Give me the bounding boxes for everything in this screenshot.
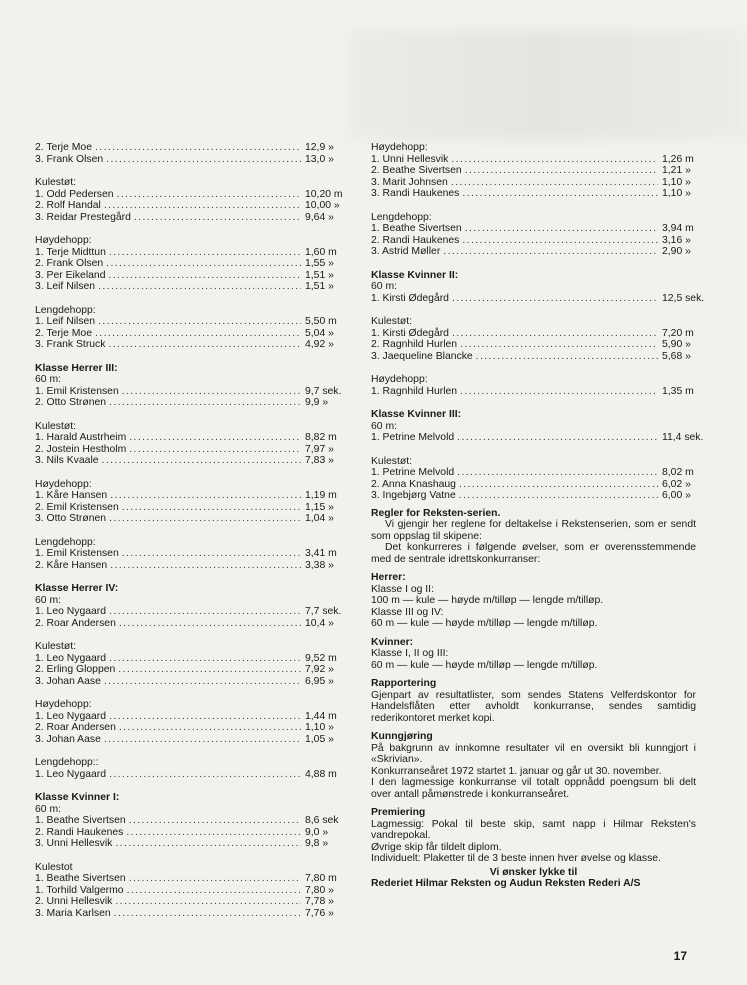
left-results-column	[35, 142, 349, 919]
dot-leader	[462, 235, 658, 247]
result-row	[371, 467, 696, 479]
athlete-name: 1. Harald Austrheim	[35, 432, 127, 443]
result-row	[371, 351, 696, 363]
event-label: Lengdehopp:	[371, 211, 432, 223]
result-section	[35, 537, 349, 572]
result-value: 3,38 »	[305, 559, 334, 571]
result-value: 6,95 »	[305, 675, 334, 687]
result-value: 10,00 »	[305, 200, 340, 211]
athlete-name: 1. Petrine Melvold	[371, 432, 455, 443]
result-row	[371, 177, 696, 189]
result-row	[35, 769, 349, 781]
event-label: Lengdehopp:	[35, 304, 96, 316]
athlete-name: 1. Emil Kristensen	[35, 548, 119, 559]
dot-leader	[115, 896, 301, 908]
result-value: 7,97 »	[305, 443, 334, 455]
result-value: 1,44 m	[305, 710, 337, 722]
athlete-name: 2. Kåre Hansen	[35, 559, 108, 571]
result-section	[35, 757, 349, 780]
result-row	[35, 444, 349, 456]
result-value: 7,83 »	[305, 455, 334, 466]
dot-leader	[106, 258, 301, 270]
athlete-name: 1. Odd Pedersen	[35, 188, 114, 200]
dot-leader	[122, 502, 301, 514]
class-heading: Klasse Kvinner I:	[35, 792, 120, 803]
result-value: 13,0 »	[305, 153, 334, 165]
result-row	[35, 270, 349, 282]
result-row	[371, 154, 696, 166]
result-value: 5,50 m	[305, 316, 337, 327]
event-label: Høydehopp:	[371, 142, 428, 153]
result-section	[35, 235, 349, 293]
result-value: 9,64 »	[305, 211, 334, 223]
event-label: Kulestøt:	[35, 177, 76, 188]
result-value: 9,7 sek.	[305, 385, 342, 397]
athlete-name: 3. Jaequeline Blancke	[371, 350, 473, 362]
result-section	[371, 456, 696, 502]
class-heading: Klasse Kvinner II:	[371, 269, 459, 281]
dot-leader	[98, 316, 301, 328]
rapportering-heading: Rapportering	[371, 678, 437, 689]
athlete-name: 2. Anna Knashaug	[371, 478, 456, 490]
athlete-name: 3. Reidar Prestegård	[35, 211, 131, 223]
result-row	[35, 722, 349, 734]
event-label: Høydehopp:	[35, 235, 92, 246]
dot-leader	[118, 664, 301, 676]
result-section	[371, 374, 696, 397]
event-label: Høydehopp:	[35, 699, 92, 710]
result-row	[35, 815, 349, 827]
dot-leader	[122, 386, 301, 398]
athlete-name: 2. Otto Strønen	[35, 397, 107, 408]
class-heading: Klasse Herrer IV:	[35, 583, 119, 594]
result-row	[35, 513, 349, 525]
result-value: 7,20 m	[662, 327, 694, 339]
closing-greeting: Vi ønsker lykke til	[489, 866, 578, 878]
athlete-name: 3. Unni Hellesvik	[35, 838, 113, 849]
athlete-name: 3. Ingebjørg Vatne	[371, 490, 456, 501]
event-label: Lengdehopp:	[35, 536, 96, 548]
athlete-name: 3. Randi Haukenes	[371, 188, 460, 199]
dot-leader	[95, 142, 301, 154]
dot-leader	[109, 711, 301, 723]
kunngjoring-text-3: I den lagmessige konkurranse vil totalt oppnådd poengsum bli delt over antall påmønstrede i konkurranseåret.	[371, 777, 696, 800]
result-row	[35, 455, 349, 467]
result-value: 1,51 »	[305, 281, 334, 292]
result-row	[371, 432, 704, 444]
athlete-name: 1. Leif Nilsen	[35, 316, 96, 327]
event-label: Høydehopp:	[371, 374, 428, 385]
dot-leader	[104, 734, 301, 746]
athlete-name: 2. Terje Moe	[35, 327, 92, 339]
dot-leader	[109, 247, 301, 259]
athlete-name: 1. Kåre Hansen	[35, 490, 108, 501]
dot-leader	[119, 722, 301, 734]
result-row	[35, 200, 349, 212]
dot-leader	[134, 212, 301, 224]
dot-leader	[460, 386, 658, 398]
result-row	[35, 386, 349, 398]
athlete-name: 2. Beathe Sivertsen	[371, 165, 462, 176]
rapportering-text: Gjenpart av resultatlister, som sendes Statens Velferdskontor for Handelsflåten etter avholdt konkurranse, sendes samtidig rederikontoret merket kopi.	[371, 689, 696, 724]
result-row	[371, 328, 696, 340]
result-value: 8,82 m	[305, 432, 337, 443]
premiering-text-2: Øvrige skip får tildelt diplom.	[371, 841, 502, 853]
result-section	[371, 316, 696, 362]
athlete-name: 3. Frank Struck	[35, 339, 106, 350]
result-row	[35, 189, 349, 201]
athlete-name: 2. Ragnhild Hurlen	[371, 339, 458, 350]
result-value: 8,6 sek	[305, 815, 339, 826]
result-section	[35, 421, 349, 467]
result-value: 9,9 »	[305, 397, 329, 408]
result-row	[35, 653, 349, 665]
result-row	[35, 618, 349, 630]
result-row	[35, 827, 349, 839]
result-row	[35, 560, 349, 572]
dot-leader	[452, 293, 658, 305]
result-value: 12,9 »	[305, 142, 334, 153]
right-results-column	[371, 142, 705, 890]
dot-leader	[110, 490, 301, 502]
result-row	[35, 896, 349, 908]
result-value: 9,52 m	[305, 652, 337, 664]
result-value: 9,8 »	[305, 838, 329, 849]
dot-leader	[451, 154, 658, 166]
result-value: 6,00 »	[662, 490, 691, 501]
athlete-name: 2. Roar Andersen	[35, 722, 116, 733]
rules-intro-1: Vi gjengir her reglene for deltakelse i Rekstenserien, som er sendt som oppslag til skipene:	[371, 519, 696, 542]
result-row	[35, 606, 349, 618]
athlete-name: 1. Kirsti Ødegård	[371, 327, 449, 339]
dot-leader	[451, 177, 658, 189]
result-value: 1,10 »	[305, 722, 334, 733]
dot-leader	[98, 281, 301, 293]
event-label: Kulestøt:	[35, 420, 76, 432]
event-label: 60 m:	[371, 281, 397, 292]
result-value: 1,19 m	[305, 490, 337, 501]
result-row	[35, 838, 349, 850]
result-value: 9,0 »	[305, 826, 329, 838]
event-label: Kulestøt:	[371, 455, 412, 467]
result-value: 1,10 »	[662, 176, 691, 188]
result-value: 3,16 »	[662, 234, 691, 246]
result-section	[371, 269, 705, 305]
event-label: Lengdehopp::	[35, 757, 99, 768]
dot-leader	[109, 606, 301, 618]
result-section	[35, 583, 349, 629]
result-value: 7,80 »	[305, 884, 334, 896]
result-value: 1,55 »	[305, 258, 334, 269]
result-value: 5,90 »	[662, 339, 691, 350]
result-value: 1,10 »	[662, 188, 691, 199]
result-row	[35, 676, 349, 688]
result-row	[371, 386, 696, 398]
dot-leader	[119, 618, 301, 630]
dot-leader	[129, 815, 301, 827]
result-value: 3,41 m	[305, 548, 337, 559]
athlete-name: 1. Petrine Melvold	[371, 467, 455, 478]
rules-intro-2: Det konkurreres i følgende øvelser, som er overensstemmende med de sentrale idrettskonkurranser:	[371, 542, 696, 565]
dot-leader	[102, 455, 301, 467]
result-value: 10,20 m	[305, 188, 343, 200]
kvinner-line: Klasse I, II og III:	[371, 648, 449, 659]
athlete-name: 2. Rolf Handal	[35, 200, 101, 211]
herrer-heading: Herrer:	[371, 572, 406, 583]
result-section	[371, 409, 704, 444]
athlete-name: 3. Per Eikeland	[35, 269, 106, 281]
result-row	[35, 258, 349, 270]
rules-title: Regler for Reksten-serien.	[371, 507, 501, 519]
athlete-name: 2. Unni Hellesvik	[35, 896, 113, 907]
athlete-name: 2. Jostein Hestholm	[35, 443, 127, 455]
athlete-name: 3. Johan Aase	[35, 675, 101, 687]
result-section	[35, 792, 349, 850]
kunngjoring-text-2: Konkurranseåret 1972 startet 1. januar og går ut 30. november.	[371, 765, 662, 777]
herrer-line: 60 m — kule — høyde m/tilløp — lengde m/tilløp.	[371, 618, 598, 629]
result-row	[371, 235, 696, 247]
result-row	[371, 246, 696, 258]
result-value: 7,92 »	[305, 664, 334, 675]
dot-leader	[452, 328, 658, 340]
event-label: Kulestøt:	[35, 641, 76, 652]
dot-leader	[462, 188, 658, 200]
athlete-name: 1. Leo Nygaard	[35, 606, 107, 617]
athlete-name: 2. Frank Olsen	[35, 258, 104, 269]
result-row	[371, 188, 696, 200]
dot-leader	[126, 827, 301, 839]
athlete-name: 3. Johan Aase	[35, 733, 101, 745]
result-section	[35, 641, 349, 687]
result-row	[371, 479, 696, 491]
result-row	[35, 711, 349, 723]
herrer-line: Klasse I og II:	[371, 583, 434, 595]
result-section	[35, 177, 349, 223]
result-row	[371, 339, 696, 351]
event-label: Kulestøt:	[371, 316, 412, 327]
athlete-name: 3. Frank Olsen	[35, 153, 104, 165]
athlete-name: 1. Unni Hellesvik	[371, 153, 449, 165]
result-value: 7,80 m	[305, 873, 337, 884]
premiering-text-1: Lagmessig: Pokal til beste skip, samt napp i Hilmar Reksten's vandrepokal.	[371, 818, 696, 841]
dot-leader	[127, 885, 301, 897]
result-row	[35, 142, 349, 154]
result-value: 1,51 »	[305, 269, 334, 281]
event-label: 60 m:	[35, 374, 61, 385]
kvinner-heading: Kvinner:	[371, 636, 414, 648]
athlete-name: 3. Nils Kvaale	[35, 455, 99, 466]
result-row	[35, 247, 349, 259]
result-row	[371, 490, 696, 502]
herrer-line: Klasse III og IV:	[371, 606, 444, 618]
dot-leader	[108, 339, 301, 351]
result-row	[35, 154, 349, 166]
athlete-name: 1. Leo Nygaard	[35, 710, 107, 722]
result-value: 1,35 m	[662, 385, 694, 397]
dot-leader	[122, 548, 301, 560]
result-row	[371, 292, 705, 305]
dot-leader	[104, 200, 301, 212]
result-value: 5,68 »	[662, 350, 691, 362]
athlete-name: 2. Randi Haukenes	[371, 234, 460, 246]
rules-section	[371, 508, 696, 890]
result-row	[35, 432, 349, 444]
result-value: 10,4 »	[305, 617, 334, 629]
dot-leader	[476, 351, 658, 363]
result-section	[35, 363, 349, 409]
athlete-name: 1. Ragnhild Hurlen	[371, 385, 458, 397]
result-section	[35, 699, 349, 745]
event-label: 60 m:	[35, 803, 61, 815]
dot-leader	[129, 444, 301, 456]
athlete-name: 1. Beathe Sivertsen	[35, 815, 126, 826]
faded-header-graphic	[345, 30, 745, 140]
result-row	[35, 502, 349, 514]
page-number: 17	[673, 949, 687, 963]
result-section	[35, 862, 349, 920]
result-section	[35, 142, 349, 165]
dot-leader	[109, 769, 301, 781]
dot-leader	[460, 339, 658, 351]
athlete-name: 3. Marit Johnsen	[371, 176, 448, 188]
dot-leader	[459, 490, 658, 502]
result-value: 1,15 »	[305, 501, 334, 513]
class-heading: Klasse Herrer III:	[35, 362, 118, 374]
premiering-text-3: Individuelt: Plaketter til de 3 beste innen hver øvelse og klasse.	[371, 853, 661, 864]
dot-leader	[109, 397, 301, 409]
kunngjoring-text-1: På bakgrunn av innkomne resultater vil en oversikt bli kunngjort i «Skrivian».	[371, 742, 696, 765]
result-value: 7,7 sek.	[305, 606, 342, 617]
result-row	[35, 397, 349, 409]
result-value: 7,76 »	[305, 907, 334, 919]
result-row	[371, 165, 696, 177]
result-row	[35, 339, 349, 351]
dot-leader	[109, 653, 301, 665]
result-row	[35, 212, 349, 224]
result-section	[35, 305, 349, 351]
result-value: 1,26 m	[662, 153, 694, 165]
dot-leader	[104, 676, 301, 688]
athlete-name: 3. Otto Strønen	[35, 513, 107, 524]
athlete-name: 1. Beathe Sivertsen	[35, 873, 126, 884]
event-label: 60 m:	[371, 420, 397, 432]
result-value: 1,04 »	[305, 513, 334, 524]
event-label: 60 m:	[35, 594, 61, 606]
result-row	[35, 734, 349, 746]
result-row	[35, 548, 349, 560]
dot-leader	[465, 223, 658, 235]
result-section	[35, 479, 349, 525]
closing-signature: Rederiet Hilmar Reksten og Audun Reksten Rederi A/S	[371, 878, 641, 889]
dot-leader	[443, 246, 658, 258]
athlete-name: 1. Terje Midttun	[35, 246, 106, 258]
kunngjoring-heading: Kunngjøring	[371, 731, 433, 742]
event-label: Kulestot	[35, 861, 73, 873]
athlete-name: 1. Leo Nygaard	[35, 652, 107, 664]
dot-leader	[115, 838, 301, 850]
result-row	[371, 223, 696, 235]
athlete-name: 2. Erling Gloppen	[35, 664, 116, 675]
athlete-name: 1. Torhild Valgermo	[35, 884, 124, 896]
class-heading: Klasse Kvinner III:	[371, 409, 462, 420]
athlete-name: 3. Maria Karlsen	[35, 907, 111, 919]
result-value: 6,02 »	[662, 478, 691, 490]
result-value: 11,4 sek.	[662, 432, 704, 443]
result-row	[35, 664, 349, 676]
athlete-name: 3. Leif Nilsen	[35, 281, 96, 292]
dot-leader	[117, 189, 301, 201]
athlete-name: 1. Kirsti Ødegård	[371, 292, 449, 304]
result-value: 1,05 »	[305, 733, 334, 745]
result-row	[35, 281, 349, 293]
result-section	[371, 142, 696, 200]
athlete-name: 1. Leo Nygaard	[35, 768, 107, 780]
athlete-name: 2. Randi Haukenes	[35, 826, 124, 838]
result-value: 5,04 »	[305, 327, 334, 339]
result-row	[35, 316, 349, 328]
dot-leader	[95, 328, 301, 340]
result-value: 1,60 m	[305, 246, 337, 258]
result-row	[35, 908, 349, 920]
dot-leader	[129, 873, 301, 885]
result-row	[35, 490, 349, 502]
dot-leader	[457, 432, 658, 444]
dot-leader	[114, 908, 301, 920]
athlete-name: 1. Emil Kristensen	[35, 385, 119, 397]
result-row	[35, 328, 349, 340]
result-value: 2,90 »	[662, 246, 691, 257]
athlete-name: 1. Beathe Sivertsen	[371, 223, 462, 234]
result-section	[371, 212, 696, 258]
result-value: 7,78 »	[305, 896, 334, 907]
athlete-name: 2. Roar Andersen	[35, 617, 116, 629]
dot-leader	[459, 479, 658, 491]
right-results-list	[371, 142, 705, 502]
athlete-name: 2. Terje Moe	[35, 142, 92, 153]
result-value: 3,94 m	[662, 223, 694, 234]
result-value: 4,88 m	[305, 768, 337, 780]
kvinner-line: 60 m — kule — høyde m/tilløp — lengde m/tilløp.	[371, 659, 598, 671]
dot-leader	[110, 560, 301, 572]
result-value: 4,92 »	[305, 339, 334, 350]
athlete-name: 3. Astrid Møller	[371, 246, 441, 257]
dot-leader	[129, 432, 301, 444]
dot-leader	[465, 165, 658, 177]
herrer-line: 100 m — kule — høyde m/tilløp — lengde m/tilløp.	[371, 595, 604, 606]
event-label: Høydehopp:	[35, 478, 92, 490]
dot-leader	[108, 270, 301, 282]
result-value: 12,5 sek.	[662, 292, 705, 304]
dot-leader	[457, 467, 658, 479]
dot-leader	[109, 513, 301, 525]
result-row	[35, 873, 349, 885]
result-row	[35, 885, 349, 897]
result-value: 8,02 m	[662, 467, 694, 478]
dot-leader	[106, 154, 301, 166]
premiering-heading: Premiering	[371, 807, 426, 818]
athlete-name: 2. Emil Kristensen	[35, 501, 119, 513]
result-value: 1,21 »	[662, 165, 691, 176]
